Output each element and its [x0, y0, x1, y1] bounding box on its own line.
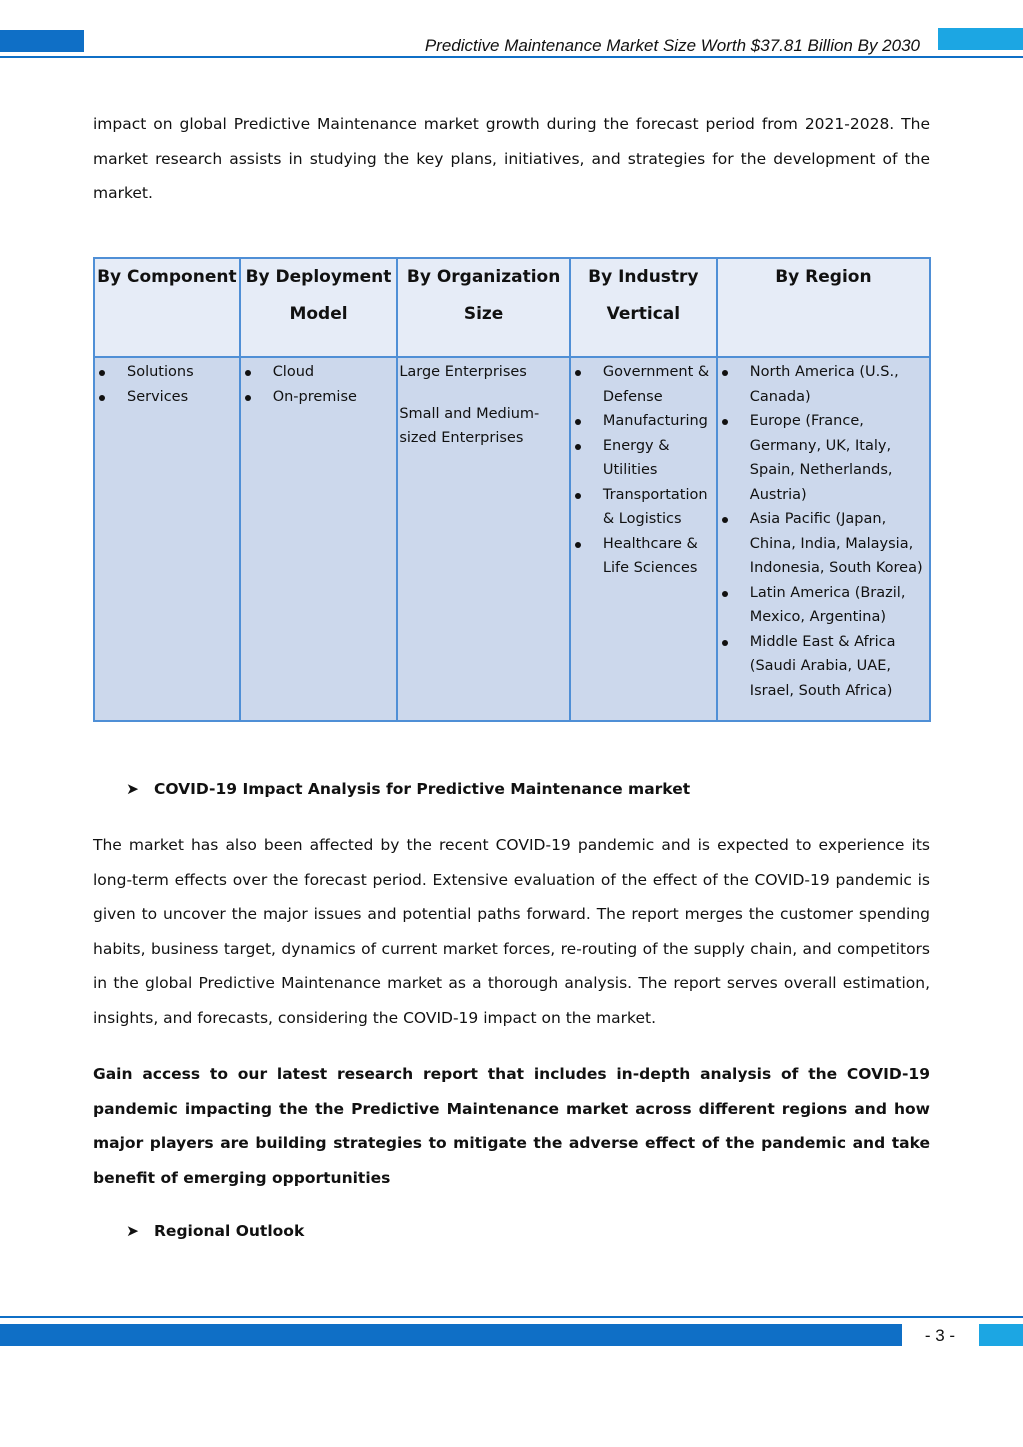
list-item: Transportation & Logistics: [571, 483, 716, 532]
industry-cell: [570, 357, 717, 721]
segmentation-table: [93, 257, 931, 722]
list-item: Small and Medium-sized Enterprises: [399, 405, 540, 446]
list-item: Government & Defense: [571, 360, 716, 409]
arrow-bullet-icon: ➤: [126, 1222, 139, 1240]
header-by-industry: By Industry Vertical: [570, 258, 717, 357]
covid-cta-paragraph: Gain access to our latest research report that includes in-depth analysis of the COVID-19 pandemic impacting the the Predictive Maintenance market across different regions and how major players are building strategies to mitigate the adverse effect of the pandemic and take benefit of emerging opportunities: [93, 1065, 930, 1187]
list-item: Manufacturing: [571, 409, 716, 434]
organization-cell: [397, 357, 570, 721]
deployment-cell: [240, 357, 398, 721]
list-item: Energy & Utilities: [571, 434, 716, 483]
list-item: Large Enterprises: [399, 364, 527, 380]
list-item: Asia Pacific (Japan, China, India, Malaysia, Indonesia, South Korea): [718, 507, 929, 581]
footer-rule: [0, 1316, 1023, 1318]
header-by-component: By Component: [94, 258, 240, 357]
component-cell: [94, 357, 240, 721]
footer-right-bar: [979, 1324, 1023, 1346]
list-item: Latin America (Brazil, Mexico, Argentina): [718, 581, 929, 630]
header-title: Predictive Maintenance Market Size Worth $37.81 Billion By 2030: [424, 36, 920, 55]
list-item: On-premise: [241, 385, 397, 410]
list-item: North America (U.S., Canada): [718, 360, 929, 409]
list-item: Solutions: [95, 360, 239, 385]
intro-paragraph: impact on global Predictive Maintenance market growth during the forecast period from 2021-2028. The market research assists in studying the key plans, initiatives, and strategies for the development of the market.: [93, 115, 930, 202]
header-right-bar: [938, 28, 1023, 50]
header-rule: [0, 56, 1023, 58]
regional-section-heading: ➤ Regional Outlook: [126, 1222, 305, 1240]
table-row: [94, 357, 930, 721]
list-item: Cloud: [241, 360, 397, 385]
arrow-bullet-icon: ➤: [126, 780, 139, 798]
header-left-bar: [0, 30, 84, 52]
list-item: Middle East & Africa (Saudi Arabia, UAE, Israel, South Africa): [718, 630, 929, 704]
list-item: Healthcare & Life Sciences: [571, 532, 716, 581]
list-item: Europe (France, Germany, UK, Italy, Spain, Netherlands, Austria): [718, 409, 929, 507]
table-header-row: [94, 258, 930, 357]
header-by-region: By Region: [717, 258, 930, 357]
covid-section-heading: ➤ COVID-19 Impact Analysis for Predictive Maintenance market: [126, 780, 691, 798]
header-by-deployment: By Deployment Model: [240, 258, 398, 357]
footer-bar: [0, 1324, 902, 1346]
header-by-organization: By Organization Size: [397, 258, 570, 357]
region-cell: [717, 357, 930, 721]
covid-paragraph: The market has also been affected by the recent COVID-19 pandemic and is expected to experience its long-term effects over the forecast period. Extensive evaluation of the effect of the COVID-19 pandemic is given to uncover the major issues and potential paths forward. The report merges the customer spending habits, business target, dynamics of current market forces, re-routing of the supply chain, and competitors in the global Predictive Maintenance market as a thorough analysis. The report serves overall estimation, insights, and forecasts, considering the COVID-19 impact on the market.: [93, 836, 930, 1027]
list-item: Services: [95, 385, 239, 410]
page-number: - 3 -: [924, 1326, 956, 1345]
